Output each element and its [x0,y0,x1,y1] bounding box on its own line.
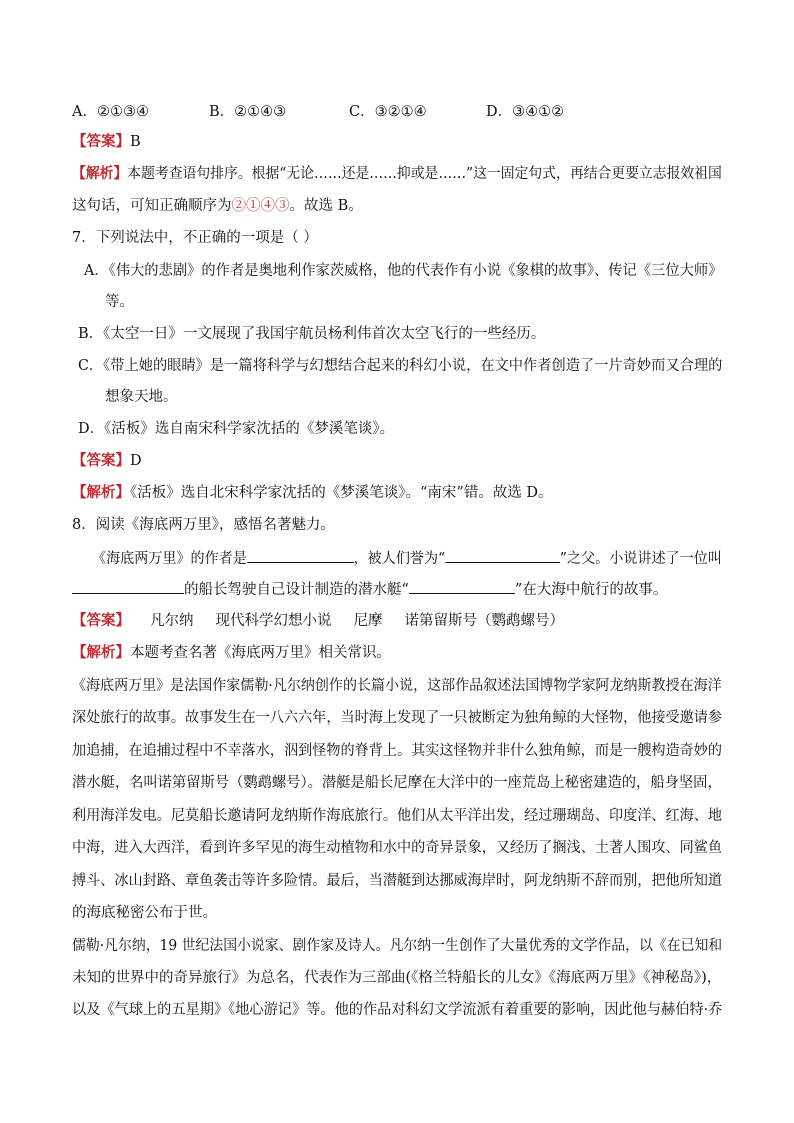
answer-sequence: ②①④③ [231,198,290,214]
q6-options [72,102,564,122]
answer-value-4: 诺第留斯号（鹦鹉螺号） [404,613,564,629]
para1-line: 深处旅行的故事。故事发生在一八六六年，当时海上发现了一只被断定为独角鲸的大怪物，他接受邀请参 [72,710,722,726]
para2-line: 未知的世界中的奇异旅行》为总名，代表作为三部曲(《格兰特船长的儿女》《海底两万里》《神秘岛》)， [72,970,722,986]
answer-tag: 【答案】 [72,133,130,150]
q6-answer [72,132,141,152]
fill-text: ，被人们誉为“ [353,551,446,567]
fill-blank-captain [72,579,184,594]
fill-blank-author [247,548,354,563]
fill-blank-submarine [409,579,515,594]
analysis-text: 。故选 B。 [289,198,363,214]
analysis-text: 《活板》选自北宋科学家沈括的《梦溪笔谈》。“南宋”错。故选 D。 [130,485,553,501]
analysis-text: 本题考查语句排序。根据“无论……还是……抑或是……”这一固定句式，再结合更要立志报效祖国 [127,166,722,182]
analysis-text: 本题考查名著《海底两万里》相关常识。 [130,645,391,661]
q6-option-a: A．②①③④ [72,104,149,120]
para2-line: 以及《气球上的五星期》《地心游记》等。他的作品对科幻文学流派有着重要的影响，因此他与赫伯特·乔 [72,1002,723,1018]
q8-answer [72,611,564,631]
fill-text: 《海底两万里》的作者是 [92,551,247,567]
para1-line: 《海底两万里》是法国作家儒勒·凡尔纳创作的长篇小说，这部作品叙述法国博物学家阿龙纳斯教授在海洋 [72,678,722,694]
answer-tag: 【答案】 [72,612,130,629]
q7-option-a: A．《伟大的悲剧》的作者是奥地利作家茨威格，他的代表作有小说《象棋的故事》、传记《三位大师》 [84,263,723,279]
q6-analysis-line1 [72,164,722,184]
answer-value-3: 尼摩 [353,613,383,629]
analysis-tag: 【解析】 [72,484,130,501]
para1-line: 利用海洋发电。尼莫船长邀请阿龙纳斯作海底旅行。他们从太平洋出发，经过珊瑚岛、印度洋、红海、地 [72,808,722,824]
q7-option-c-cont: 想象天地。 [105,389,178,405]
para1-line: 的海底秘密公布于世。 [72,905,217,921]
q7-analysis [72,483,553,503]
answer-value-2: 现代科学幻想小说 [215,613,332,629]
q7-answer [72,451,142,471]
fill-blank-title [445,548,560,563]
fill-text: ”之父。小说讲述了一位叫 [559,551,722,567]
q7-stem: 7．下列说法中，不正确的一项是（ ） [72,230,318,246]
q7-option-b: B．《太空一日》一文展现了我国宇航员杨利伟首次太空飞行的一些经历。 [78,326,546,342]
q7-option-a-cont: 等。 [105,294,134,310]
answer-tag: 【答案】 [72,452,130,469]
q7-option-d: D．《活板》选自南宋科学家沈括的《梦溪笔谈》。 [78,421,395,437]
para2-line: 儒勒·凡尔纳，19 世纪法国小说家、剧作家及诗人。凡尔纳一生创作了大量优秀的文学作品，以《在已知和 [72,938,723,954]
analysis-tag: 【解析】 [72,165,128,182]
analysis-text: 这句话，可知正确顺序为 [72,198,232,214]
para1-line: 加追捕，在追捕过程中不幸落水，泅到怪物的脊背上。其实这怪物并非什么独角鲸，而是一艘构造奇妙的 [72,743,722,759]
fill-text: 的船长驾驶自己设计制造的潜水艇“ [184,582,409,598]
q6-option-b: B．②①④③ [209,104,287,120]
para1-line: 潜水艇，名叫诺第留斯号（鹦鹉螺号）。潜艇是船长尼摩在大洋中的一座荒岛上秘密建造的，船身坚固， [72,775,722,791]
q6-analysis-line2 [72,196,363,216]
q7-option-c: C．《带上她的眼睛》是一篇将科学与幻想结合起来的科幻小说，在文中作者创造了一片奇妙而又合理的 [78,358,723,374]
q6-option-c: C．③②①④ [349,104,427,120]
para1-line: 搏斗、冰山封路、章鱼袭击等许多险情。最后，当潜艇到达挪威海岸时，阿龙纳斯不辞而别，把他所知道 [72,873,722,889]
fill-text: ”在大海中航行的故事。 [514,582,668,598]
answer-value: D [130,453,142,469]
answer-value: B [130,134,141,150]
q8-stem: 8．阅读《海底两万里》，感悟名著魅力。 [72,517,335,533]
analysis-tag: 【解析】 [72,644,130,661]
q8-fill-line2 [72,579,667,600]
q8-analysis [72,643,391,663]
q8-fill-line1 [92,548,722,569]
answer-value-1: 凡尔纳 [150,613,194,629]
para1-line: 中海，进入大西洋，看到许多罕见的海生动植物和水中的奇异景象，又经历了搁浅、土著人围攻、同鲨鱼 [72,840,722,856]
q6-option-d: D．③④①② [486,104,565,120]
